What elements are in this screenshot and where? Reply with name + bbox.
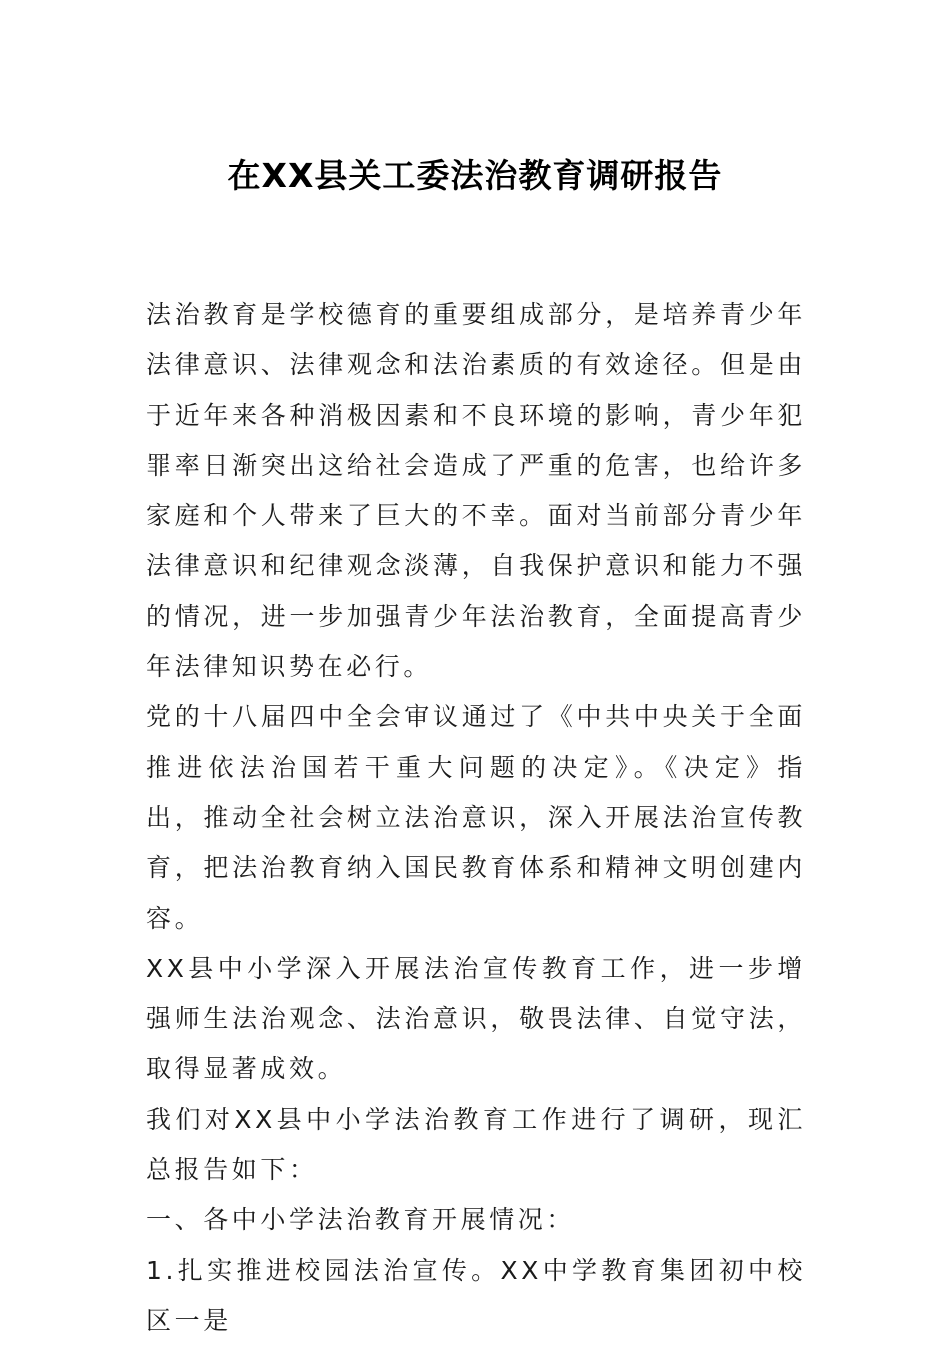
paragraph-item-1: 1.扎实推进校园法治宣传。XX中学教育集团初中校区一是	[146, 1255, 806, 1335]
document-body	[146, 290, 806, 1346]
document-title: 在XX县关工委法治教育调研报告	[227, 156, 723, 195]
section-heading-1: 一、各中小学法治教育开展情况：	[146, 1205, 576, 1235]
paragraph-plenum: 党的十八届四中全会审议通过了《中共中央关于全面推进依法治国若干重大问题的决定》。《决定》指出，推动全社会树立法治意识，深入开展法治宣传教育，把法治教育纳入国民教育体系和精神文明创建内容。	[146, 702, 806, 933]
paragraph-intro: 法治教育是学校德育的重要组成部分，是培养青少年法律意识、法律观念和法治素质的有效途径。但是由于近年来各种消极因素和不良环境的影响，青少年犯罪率日渐突出这给社会造成了严重的危害，也给许多家庭和个人带来了巨大的不幸。面对当前部分青少年法律意识和纪律观念淡薄，自我保护意识和能力不强的情况，进一步加强青少年法治教育，全面提高青少年法律知识势在必行。	[146, 300, 806, 682]
paragraph-survey: 我们对XX县中小学法治教育工作进行了调研，现汇总报告如下：	[146, 1104, 806, 1185]
paragraph-county-work: XX县中小学深入开展法治宣传教育工作，进一步增强师生法治观念、法治意识，敬畏法律、自觉守法，取得显著成效。	[146, 953, 806, 1084]
